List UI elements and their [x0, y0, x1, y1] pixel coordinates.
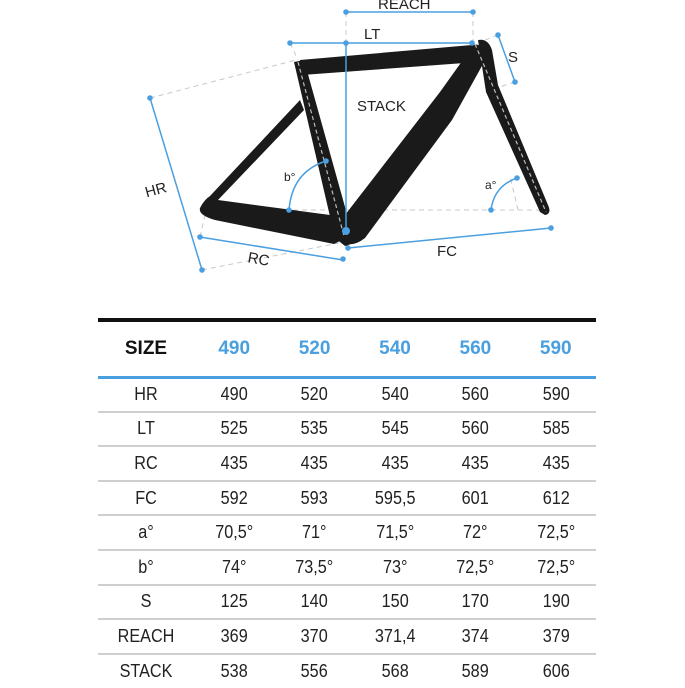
cell: 71,5° — [375, 522, 414, 543]
cell: 70,5° — [215, 522, 254, 543]
table-header-row — [98, 320, 596, 377]
label-b-angle: b° — [284, 170, 296, 184]
label-fc: FC — [437, 243, 457, 260]
table-row — [98, 654, 596, 688]
row-label: a° — [138, 522, 154, 543]
row-label: HR — [134, 384, 158, 405]
cell: 490 — [220, 384, 248, 405]
cell: 190 — [542, 591, 570, 612]
cell: 606 — [542, 661, 570, 682]
cell: 74° — [221, 556, 247, 577]
cell: 535 — [301, 418, 329, 439]
cell: 593 — [301, 487, 329, 508]
table-row — [98, 515, 596, 550]
cell: 435 — [542, 452, 570, 473]
cell: 72,5° — [536, 522, 575, 543]
size-header: SIZE — [124, 337, 168, 359]
cell: 540 — [381, 384, 409, 405]
row-label: RC — [134, 452, 158, 473]
table-row — [98, 481, 596, 516]
cell: 525 — [220, 418, 248, 439]
size-column-header: 540 — [379, 337, 411, 359]
cell: 379 — [542, 625, 570, 646]
cell: 435 — [381, 452, 409, 473]
table-row — [98, 619, 596, 654]
table-row — [98, 550, 596, 585]
label-hr: HR — [143, 179, 169, 202]
size-column-header: 520 — [298, 337, 331, 359]
row-label: b° — [138, 556, 154, 577]
cell: 589 — [461, 661, 489, 682]
cell: 560 — [461, 384, 489, 405]
cell: 556 — [301, 661, 329, 682]
cell: 435 — [461, 452, 489, 473]
cell: 73° — [382, 556, 408, 577]
label-stack: STACK — [357, 98, 406, 115]
cell: 150 — [381, 591, 409, 612]
table-row — [98, 412, 596, 447]
cell: 170 — [461, 591, 489, 612]
cell: 71° — [302, 522, 327, 543]
row-label: FC — [135, 487, 157, 508]
table-row — [98, 585, 596, 620]
cell: 435 — [301, 452, 329, 473]
cell: 568 — [381, 661, 409, 682]
row-label: STACK — [119, 661, 173, 682]
cell: 371,4 — [374, 625, 416, 646]
bike-frame — [200, 40, 550, 246]
size-column-header: 560 — [459, 337, 492, 359]
cell: 72,5° — [536, 556, 575, 577]
label-rc: RC — [246, 249, 271, 270]
cell: 435 — [220, 452, 248, 473]
cell: 369 — [220, 625, 248, 646]
row-label: S — [140, 591, 152, 612]
label-reach: REACH — [378, 0, 431, 13]
cell: 374 — [461, 625, 489, 646]
cell: 72,5° — [456, 556, 495, 577]
cell: 590 — [542, 384, 570, 405]
cell: 545 — [381, 418, 409, 439]
cell: 520 — [301, 384, 329, 405]
cell: 612 — [542, 487, 570, 508]
cell: 538 — [220, 661, 248, 682]
cell: 592 — [220, 487, 248, 508]
table-row — [98, 377, 596, 412]
cell: 140 — [301, 591, 329, 612]
frame-geometry-diagram — [0, 0, 685, 290]
size-column-header: 590 — [539, 337, 572, 359]
row-label: LT — [137, 418, 155, 439]
cell: 560 — [461, 418, 489, 439]
cell: 370 — [301, 625, 329, 646]
cell: 72° — [463, 522, 488, 543]
cell: 125 — [220, 591, 248, 612]
cell: 585 — [542, 418, 570, 439]
cell: 73,5° — [295, 556, 334, 577]
size-column-header: 490 — [218, 337, 251, 359]
label-s: S — [508, 49, 519, 66]
cell: 601 — [461, 487, 489, 508]
cell: 595,5 — [374, 487, 416, 508]
label-lt: LT — [364, 26, 381, 43]
label-a-angle: a° — [485, 178, 497, 192]
row-label: REACH — [117, 625, 175, 646]
geometry-table — [98, 318, 596, 688]
table-row — [98, 446, 596, 481]
